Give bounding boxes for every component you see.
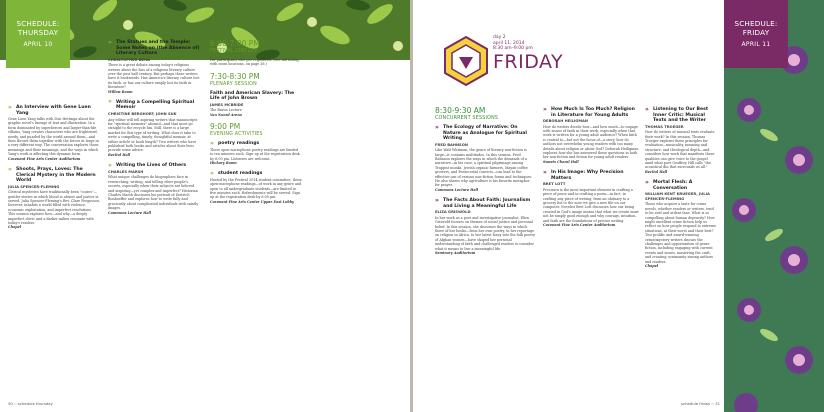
column-1 <box>8 105 100 236</box>
session-location: Sweets Choral Hall <box>543 159 579 164</box>
time-block <box>210 73 302 117</box>
page-footer: schedule friday :: 31 <box>681 401 720 406</box>
time-heading: 8:30-9:30 AM <box>435 106 486 115</box>
session-location: Recital Hall <box>108 152 131 157</box>
session-location: Seminary Auditorium <box>435 251 476 255</box>
session-location: Covenant Fine Arts Center Auditorium <box>543 223 616 228</box>
banner-date: APRIL 11 <box>741 41 771 48</box>
session-presenter: CHRISTINE BERGHOEF, JOHN SUK <box>108 111 177 116</box>
chevron-icon: » <box>210 139 214 147</box>
session-description: In her work as a poet and investigative journalist, Eliza Griswold focuses on themes of social justice and personal belief. In this session, she discusses the ways in which three of her books—from her own poetry, to her reportage on religion in Africa, to her latest foray into the folk poetry of Afghan women—have shaped her personal understanding of faith and challenged readers to consider what it means to live a meaningful life. <box>435 215 535 251</box>
chevron-icon: » <box>435 196 439 204</box>
session-item: » poetry readings These open-microphone poetry readings are limited to ten minutes each. Sign up at the registration desk by 6:00 pm. Listeners are welcome. Hickory Room <box>210 141 302 165</box>
day-number: day 2 <box>493 35 506 40</box>
session-description: Those who acquire a taste for crime novels, whether readers or writers, tend to be avid and ardent fans. What is so compelling about human depravity? How might excellent crime fiction help us reflect on how people respond to extreme situations, at their worst and their best? Two prolific and award-winning crime/mystery writers discuss the challenges and opportunities of genre fiction, including engaging with current events and issues, mastering the craft, and creating community among authors and readers. <box>645 202 716 264</box>
banner-date: APRIL 10 <box>23 41 53 48</box>
session-location: Covenant Fine Arts Center Auditorium <box>8 156 81 161</box>
day-banner-thursday <box>6 0 70 68</box>
session-item: » The Statues and the Temple: Some Notes on (the Absence of) Literary Culture CHRISTOPHER BEHA There is a great debate among today's religious writers about the loss of a religious literary culture over the past half century. But perhaps these writers have it backwards. Has America's literary culture lost its faith, or has our culture simply lost its faith in literature? Willow Room <box>108 38 200 94</box>
session-description: Hosted by the Festival 2014 student committee, these open-microphone readings—of work in any genre and open to all undergraduate students—are limited to five minutes each. Refreshments will be served. Sign up at the registration desk by 6:00 pm. <box>210 177 302 200</box>
session-description: There is a great debate among today's religious writers about the loss of a religious literary culture over the past half century. But perhaps these writers have it backwards. Has America's literary culture lost its faith, or has our culture simply lost its faith in literature? <box>108 63 200 90</box>
day-name: FRIDAY <box>493 51 564 73</box>
session-item: » Shoots, Prays, Loves: The Clerical Mystery in the Modern World JULIA SPENCER-FLEMING Clerical mysteries have traditionally been "cozies"—gentler stories in which blood is absent and justice is served. Julia Spencer-Fleming's Rev. Clare Fergusson, however, inhabits a world filled with violence, economic exploitation, and imperfect resolutions. This session explores how—and why—a deeply imperfect cleric and a darker milieu resonate with today's readers. Chapel <box>8 165 100 230</box>
session-series: The Baron Lecture <box>210 108 242 113</box>
page-friday <box>413 0 824 412</box>
session-presenter: CHRISTOPHER BEHA <box>108 57 151 62</box>
session-presenter: BRET LOTT <box>543 182 566 187</box>
session-presenter: JULIA SPENCER-FLEMING <box>8 184 60 189</box>
session-item: » Writing the Lives of Others CHARLES MARSH What unique challenges do biographers face in researching, writing, and telling other people's secrets, especially when their subjects are beloved and inspiring—yet complex and imperfect? Historian Charles Marsh discusses his portrait of Dietrich Bonhoeffer and explores how to write fully and graciously about complicated individuals with saintly images. Commons Lecture Hall <box>108 161 199 215</box>
session-location: Chapel <box>645 264 658 269</box>
session-presenter: JAMES MCBRIDE <box>210 102 244 107</box>
session-item: » The Facts About Faith: Journalism and Living a Meaningful Life ELIZA GRISWOLD In her work as a poet and investigative journalist, Eliza Griswold focuses on themes of social justice and personal belief. In this session, she discusses the ways in which three of her books—from her own poetry, to her reportage on religion in Africa, to her latest foray into the folk poetry of Afghan women—have shaped her personal understanding of faith and challenged readers to consider what it means to live a meaningful life. Seminary Auditorium <box>435 196 535 255</box>
session-presenter: ELIZA GRISWOLD <box>435 210 471 215</box>
time-subheading: FESTIVAL CIRCLES <box>210 49 257 54</box>
time-heading: 9:00 PM <box>210 122 241 132</box>
day-hours: 8:30 am–9:00 pm <box>493 46 533 51</box>
chevron-icon: » <box>645 178 649 186</box>
session-presenter: FRED BAHNSON <box>435 142 468 147</box>
banner-title: SCHEDULE: THURSDAY <box>16 19 60 37</box>
chevron-icon: » <box>210 169 214 177</box>
time-heading: 7:30-8:30 PM <box>210 71 260 81</box>
day-date: april 11, 2014 <box>493 40 525 46</box>
time-block <box>210 40 302 67</box>
session-description: Gene Luen Yang talks with Don Hettinga about the graphic novel's lineage of text and illustration. In a form dominated by superheroes and larger-than-life villains, Yang creates characters who are frightened, needy, and puzzled by the world around them—and then throws them together with the forces at large in a very different way. The conversation explores those meanings and their meanings, and the ways in which Yang's work is affecting this dynamic form. <box>8 117 99 157</box>
time-heading: 6:00-7:00 PM <box>210 39 260 48</box>
session-description: How do writers of musical texts evaluate their work? In this session, Thomas Troeger explores three principles for evaluation—musicality, meaning and structure, and theological depth—and considers how work that manifests these qualities can give voice to the gospel amid what poet Geoffrey Hill calls "the acoustical din that surrounds us all." <box>645 130 715 170</box>
column-1 <box>435 107 535 261</box>
chevron-icon: » <box>645 105 649 113</box>
hexagon-logo-icon <box>443 35 489 87</box>
session-location: Hickory Room <box>210 160 237 165</box>
column-3 <box>210 40 302 210</box>
column-3 <box>645 107 717 274</box>
time-block <box>210 123 302 204</box>
session-description: Like Walt Whitman, the genre of literary non-fiction is large—it contains multitudes. In this session, Fred Bahnson explores the ways in which the demands of a narrative—in his case, a spiritual pilgrimage among Trappist monks, Jewish organic farmers, Mayan coffee growers, and Pentecostal convicts—can lead to the effective use of various non-fiction forms and techniques. He also shares why agriculture is his favorite metaphor for prayer. <box>435 148 533 188</box>
column-2 <box>108 40 200 221</box>
session-description: Any editor will tell aspiring writers that manuscripts for "spiritual memoirs" abound—and that most go straight to the recycle bin. Still, there is a large market for this type of writing. What does it take to write a compelling, timely, thoughtful memoir, at either article or book length? Two writers who have published both books and articles about their lives provide some advice. <box>108 117 198 153</box>
session-description: For participants who pre-registered. (See full listing, with room locations, on page 26.) <box>210 58 300 67</box>
session-presenter: CHARLES MARSH <box>108 169 144 174</box>
session-location: Covenant Fine Arts Center Upper East Lobby <box>210 199 294 204</box>
chevron-icon: » <box>8 103 12 111</box>
session-description: These open-microphone poetry readings are limited to ten minutes each. Sign up at the registration desk by 6:00 pm. Listeners are welcome. <box>210 147 300 161</box>
session-location: Commons Lecture Hall <box>435 187 479 192</box>
session-item: » How Much Is Too Much? Religion in Literature for Young Adults DEBORAH HEILIGMAN How do writers decide how—and how much—to engage with issues of faith in their work, especially when that work is written for a young adult audience? When faith is central to—but not the focus of—a story, how do authors not overwhelm young readers with too many details about religion or about God? Deborah Heiligman explores how she has answered these questions in both her non-fiction and fiction for young adult readers. Sweets Choral Hall <box>543 105 639 164</box>
chevron-icon: » <box>543 168 547 176</box>
chevron-icon: » <box>435 123 439 131</box>
day-banner-friday <box>724 0 788 68</box>
chevron-icon: » <box>543 105 547 113</box>
session-item: » Listening to Our Best Inner Critic: Musical Texts and the Writer THOMAS TROEGER How do writers of musical texts evaluate their work? In this session, Thomas Troeger explores three principles for evaluation—musicality, meaning and structure, and theological depth—and considers how work that manifests these qualities can give voice to the gospel amid what poet Geoffrey Hill calls "the acoustical din that surrounds us all." Recital Hall <box>645 107 717 174</box>
page-thursday <box>0 0 410 412</box>
session-presenter: DEBORAH HEILIGMAN <box>543 119 588 123</box>
session-description: Precision is the most important element in crafting a piece of prose and in crafting a poem—in fact, in crafting any piece of writing, from an obituary to a grocery list to the note we give a new file on our computer. Novelist Bret Lott discusses how our being created in God's image means that what we create must not be simply good enough and why courage, intuition, and faith are the foundations of precise writing. <box>543 187 639 223</box>
session-description: How do writers decide how—and how much—to engage with issues of faith in their work, especially when that work is written for a young adult audience? When faith is central to—but not the focus of—a story, how do authors not overwhelm young readers with too many details about religion or about God? Deborah Heiligman explores how she has answered these questions in both her non-fiction and fiction for young adult readers. <box>543 124 639 160</box>
chevron-icon: » <box>8 165 12 173</box>
session-description: What unique challenges do biographers face in researching, writing, and telling other people's secrets, especially when their subjects are beloved and inspiring—yet complex and imperfect? Historian Charles Marsh discusses his portrait of Dietrich Bonhoeffer and explores how to write fully and graciously about complicated individuals with saintly images. <box>108 175 199 211</box>
session-location: Commons Lecture Hall <box>108 210 152 215</box>
session-location: Willow Room <box>108 89 133 94</box>
session-title: Faith and American Slavery: The Life of John Brown <box>210 90 295 102</box>
session-description: Clerical mysteries have traditionally been "cozies"—gentler stories in which blood is absent and justice is served. Julia Spencer-Fleming's Rev. Clare Fergusson, however, inhabits a world filled with violence, economic exploitation, and imperfect resolutions. This session explores how—and why—a deeply imperfect cleric and a darker milieu resonate with today's readers. <box>8 190 100 225</box>
session-item: » In His Image: Why Precision Matters BRET LOTT Precision is the most important element in crafting a piece of prose and in crafting a poem—in fact, in crafting any piece of writing, from an obituary to a grocery list to the note we give a new file on our computer. Novelist Bret Lott discusses how our being created in God's image means that what we create must not be simply good enough and why courage, intuition, and faith are the foundations of precise writing. Covenant Fine Arts Center Auditorium <box>543 168 639 228</box>
session-item: » Writing a Compelling Spiritual Memoir CHRISTINE BERGHOEF, JOHN SUK Any editor will tell aspiring writers that manuscripts for "spiritual memoirs" abound—and that most go straight to the recycle bin. Still, there is a large market for this type of writing. What does it take to write a compelling, timely, thoughtful memoir, at either article or book length? Two writers who have published both books and articles about their lives provide some advice. Recital Hall <box>108 100 200 157</box>
session-presenter: THOMAS TROEGER <box>645 124 684 129</box>
session-location: Van Noord Arena <box>210 112 242 117</box>
session-item: » Mortal Flesh: A Conversation WILLIAM KENT KRUEGER, JULIA SPENCER-FLEMING Those who acquire a taste for crime novels, whether readers or writers, tend to be avid and ardent fans. What is so compelling about human depravity? How might excellent crime fiction help us reflect on how people respond to extreme situations, at their worst and their best? Two prolific and award-winning crime/mystery writers discuss the challenges and opportunities of genre fiction, including engaging with current events and issues, mastering the craft, and creating community among authors and readers. Chapel <box>645 178 716 269</box>
page-footer: 30 :: schedule thursday <box>8 401 53 406</box>
chevron-icon: » <box>108 38 112 46</box>
time-subheading: PLENARY SESSION <box>210 81 257 87</box>
session-location: Recital Hall <box>645 169 668 174</box>
column-2 <box>543 107 639 234</box>
time-subheading: EVENING ACTIVITIES <box>210 132 263 138</box>
session-item: » The Ecology of Narrative: On Nature as Analogue for Spiritual Writing FRED BAHNSON Like Walt Whitman, the genre of literary non-fiction is large—it contains multitudes. In this session, Fred Bahnson explores the ways in which the demands of a narrative—in his case, a spiritual pilgrimage among Trappist monks, Jewish organic farmers, Mayan coffee growers, and Pentecostal convicts—can lead to the effective use of various non-fiction forms and techniques. He also shares why agriculture is his favorite metaphor for prayer. Commons Lecture Hall <box>435 125 535 192</box>
session-item: » student readings Hosted by the Festival 2014 student committee, these open-microphone readings—of work in any genre and open to all undergraduate students—are limited to five minutes each. Refreshments will be served. Sign up at the registration desk by 6:00 pm. Covenant Fine Arts Center Upper East Lobby <box>210 169 302 204</box>
time-subheading: CONCURRENT SESSIONS <box>435 116 499 121</box>
session-location: Chapel <box>8 225 21 230</box>
chevron-icon: » <box>108 161 112 169</box>
session-item: » An Interview with Gene Luen Yang Gene Luen Yang talks with Don Hettinga about the graphic novel's lineage of text and illustration. In a form dominated by superheroes and larger-than-life villains, Yang creates characters who are frightened, needy, and puzzled by the world around them—and then throws them together with the forces at large in a very different way. The conversation explores those meanings and their meanings, and the ways in which Yang's work is affecting this dynamic form. Covenant Fine Arts Center Auditorium <box>8 103 99 161</box>
session-presenter: WILLIAM KENT KRUEGER, JULIA SPENCER-FLEMING <box>645 192 710 201</box>
banner-title: SCHEDULE: FRIDAY <box>734 19 778 37</box>
day-header <box>443 35 564 95</box>
chevron-icon: » <box>108 98 112 106</box>
